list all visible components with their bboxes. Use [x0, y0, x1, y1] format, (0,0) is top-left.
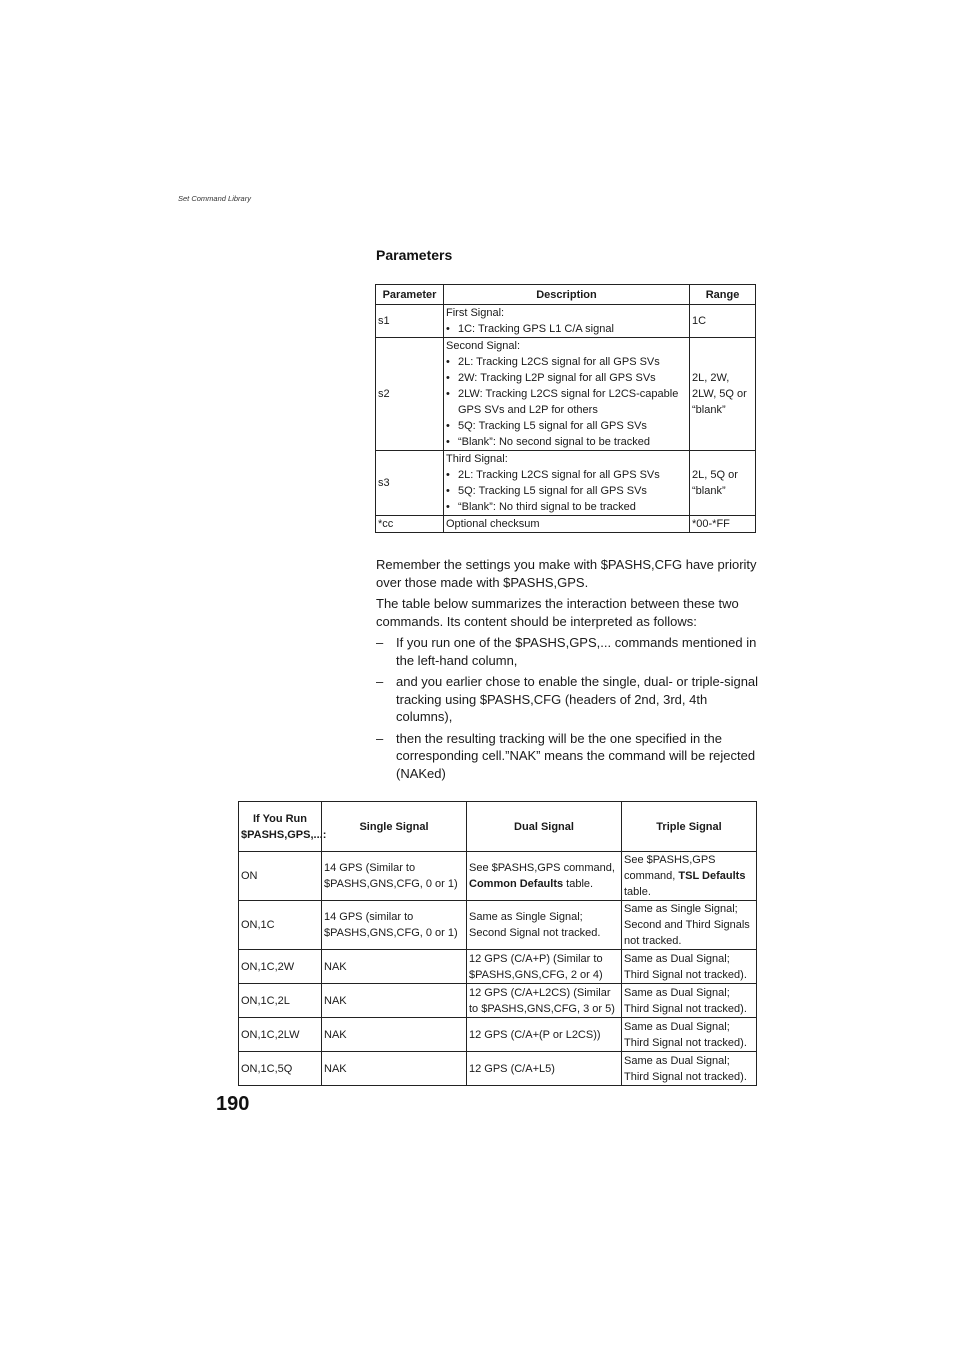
bullet-text: 5Q: Tracking L5 signal for all GPS SVs	[458, 420, 647, 432]
table-header-row	[376, 285, 756, 305]
bullet-glyph: •	[446, 356, 450, 368]
bullet-text: 5Q: Tracking L5 signal for all GPS SVs	[458, 485, 647, 497]
dual-signal-cell	[467, 950, 622, 984]
bullet-glyph: •	[446, 323, 450, 335]
header-dual-signal: Dual Signal	[467, 802, 622, 852]
bullet-item	[446, 354, 687, 370]
triple-signal-cell	[622, 901, 757, 950]
page-number: 190	[216, 1093, 250, 1115]
single-signal-cell: NAK	[322, 1018, 467, 1052]
signal-interaction-table	[238, 801, 757, 1086]
single-signal-cell: NAK	[322, 950, 467, 984]
dual-text: See $PASHS,GPS command,	[469, 862, 615, 874]
param-cell: s2	[376, 338, 444, 451]
bullet-item	[446, 370, 687, 386]
table-row	[376, 338, 756, 451]
description-cell	[444, 516, 690, 533]
description-title: Optional checksum	[446, 518, 540, 530]
dual-text: 12 GPS (C/A+L5)	[469, 1062, 555, 1075]
header-if-you-run: If You Run $PASHS,GPS,...:	[239, 802, 322, 852]
bullet-item	[446, 418, 687, 434]
command-cell: ON,1C,5Q	[239, 1052, 322, 1086]
table-row	[376, 451, 756, 516]
dual-table-ref: Common Defaults	[469, 878, 564, 890]
table-row	[239, 1052, 757, 1086]
table-row	[239, 852, 757, 901]
dual-signal-cell	[467, 1018, 622, 1052]
bullet-glyph: •	[446, 469, 450, 481]
dash-text: and you earlier chose to enable the single, dual- or triple-signal tracking using $PASHS,CFG (headers of 2nd, 3rd, 4th columns),	[396, 674, 759, 724]
dual-signal-cell	[467, 984, 622, 1018]
bullet-text: 2LW: Tracking L2CS signal for L2CS-capable GPS SVs and L2P for others	[458, 388, 679, 416]
command-cell: ON,1C,2LW	[239, 1018, 322, 1052]
dual-text: 12 GPS (C/A+P) (Similar to $PASHS,GNS,CFG, 2 or 4)	[469, 952, 603, 981]
triple-text: Same as Dual Signal; Third Signal not tracked).	[624, 952, 747, 981]
command-cell: ON,1C,2L	[239, 984, 322, 1018]
param-cell: s3	[376, 451, 444, 516]
bullet-item	[446, 483, 687, 499]
param-cell: s1	[376, 305, 444, 338]
table-row	[239, 950, 757, 984]
triple-text: Same as Dual Signal; Third Signal not tracked).	[624, 1020, 747, 1049]
running-head: Set Command Library	[178, 194, 251, 203]
header-range: Range	[690, 285, 756, 305]
command-cell: ON	[239, 852, 322, 901]
table-row	[239, 901, 757, 950]
bullet-item	[446, 499, 687, 515]
bullet-glyph: •	[446, 436, 450, 448]
header-single-signal: Single Signal	[322, 802, 467, 852]
table-row	[239, 1018, 757, 1052]
bullet-glyph: •	[446, 501, 450, 513]
bullet-item	[446, 434, 687, 450]
dual-signal-cell	[467, 1052, 622, 1086]
table-header-row	[239, 802, 757, 852]
param-cell: *cc	[376, 516, 444, 533]
bullet-glyph: •	[446, 372, 450, 384]
description-title: Third Signal:	[446, 453, 508, 465]
bullet-item	[446, 386, 687, 418]
bullet-text: 2W: Tracking L2P signal for all GPS SVs	[458, 372, 656, 384]
table-row	[376, 305, 756, 338]
dash-list	[376, 634, 760, 782]
range-cell: *00-*FF	[690, 516, 756, 533]
range-cell: 1C	[690, 305, 756, 338]
dash-text: then the resulting tracking will be the one specified in the corresponding cell.”NAK” means the command will be rejected (NAKed)	[396, 730, 756, 781]
command-cell: ON,1C,2W	[239, 950, 322, 984]
dash-item	[376, 634, 760, 669]
dual-text: Same as Single Signal; Second Signal not tracked.	[469, 911, 601, 939]
command-cell: ON,1C	[239, 901, 322, 950]
dual-text: 12 GPS (C/A+(P or L2CS))	[469, 1028, 601, 1041]
header-description: Description	[444, 285, 690, 305]
bullet-text: 2L: Tracking L2CS signal for all GPS SVs	[458, 356, 660, 368]
table-row	[376, 516, 756, 533]
bullet-text: 2L: Tracking L2CS signal for all GPS SVs	[458, 469, 660, 481]
single-signal-cell: 14 GPS (Similar to $PASHS,GNS,CFG, 0 or 1)	[322, 852, 467, 901]
bullet-glyph: •	[446, 485, 450, 497]
triple-signal-cell	[622, 984, 757, 1018]
body-text	[376, 556, 760, 786]
triple-text: Same as Dual Signal; Third Signal not tracked).	[624, 1054, 747, 1083]
header-triple-signal: Triple Signal	[622, 802, 757, 852]
dual-text-end: table.	[563, 878, 594, 890]
header-parameter: Parameter	[376, 285, 444, 305]
dash-glyph: –	[376, 635, 384, 650]
description-title: First Signal:	[446, 307, 505, 319]
range-cell: 2L, 5Q or “blank”	[690, 451, 756, 516]
bullet-text: “Blank”: No second signal to be tracked	[458, 436, 650, 448]
paragraph-priority: Remember the settings you make with $PASHS,CFG have priority over those made with $PASHS,GPS.	[376, 557, 757, 590]
triple-text: See $PASHS,GPS command,	[624, 854, 716, 882]
bullet-glyph: •	[446, 388, 450, 400]
triple-signal-cell	[622, 852, 757, 901]
description-cell	[444, 305, 690, 338]
triple-text: Same as Dual Signal; Third Signal not tracked).	[624, 986, 747, 1015]
triple-text: Same as Single Signal; Second and Third Signals not tracked.	[624, 903, 750, 947]
bullet-item	[446, 321, 687, 337]
triple-signal-cell	[622, 950, 757, 984]
paragraph-summary: The table below summarizes the interaction between these two commands. Its content should be interpreted as follows:	[376, 596, 739, 629]
parameters-table-body	[376, 305, 756, 533]
single-signal-cell: 14 GPS (similar to $PASHS,GNS,CFG, 0 or 1)	[322, 901, 467, 950]
dash-text: If you run one of the $PASHS,GPS,... commands mentioned in the left-hand column,	[396, 635, 757, 668]
dual-signal-cell	[467, 901, 622, 950]
bullet-item	[446, 467, 687, 483]
triple-text-end: table.	[624, 886, 651, 898]
dual-text: 12 GPS (C/A+L2CS) (Similar to $PASHS,GNS,CFG, 3 or 5)	[469, 986, 615, 1015]
single-signal-cell: NAK	[322, 1052, 467, 1086]
dash-item	[376, 730, 760, 783]
single-signal-cell: NAK	[322, 984, 467, 1018]
table-row	[239, 984, 757, 1018]
bullet-text: “Blank”: No third signal to be tracked	[458, 501, 636, 513]
dash-glyph: –	[376, 730, 384, 746]
dash-item	[376, 673, 760, 726]
bullet-glyph: •	[446, 420, 450, 432]
description-cell	[444, 451, 690, 516]
bullet-text: 1C: Tracking GPS L1 C/A signal	[458, 323, 614, 335]
signal-table-body	[239, 852, 757, 1086]
dash-glyph: –	[376, 674, 384, 689]
description-cell	[444, 338, 690, 451]
range-cell: 2L, 2W, 2LW, 5Q or “blank”	[690, 338, 756, 451]
triple-signal-cell	[622, 1018, 757, 1052]
parameters-table	[375, 284, 756, 533]
triple-signal-cell	[622, 1052, 757, 1086]
triple-table-ref: TSL Defaults	[678, 870, 746, 882]
section-title: Parameters	[376, 247, 453, 263]
description-title: Second Signal:	[446, 340, 520, 352]
dual-signal-cell	[467, 852, 622, 901]
